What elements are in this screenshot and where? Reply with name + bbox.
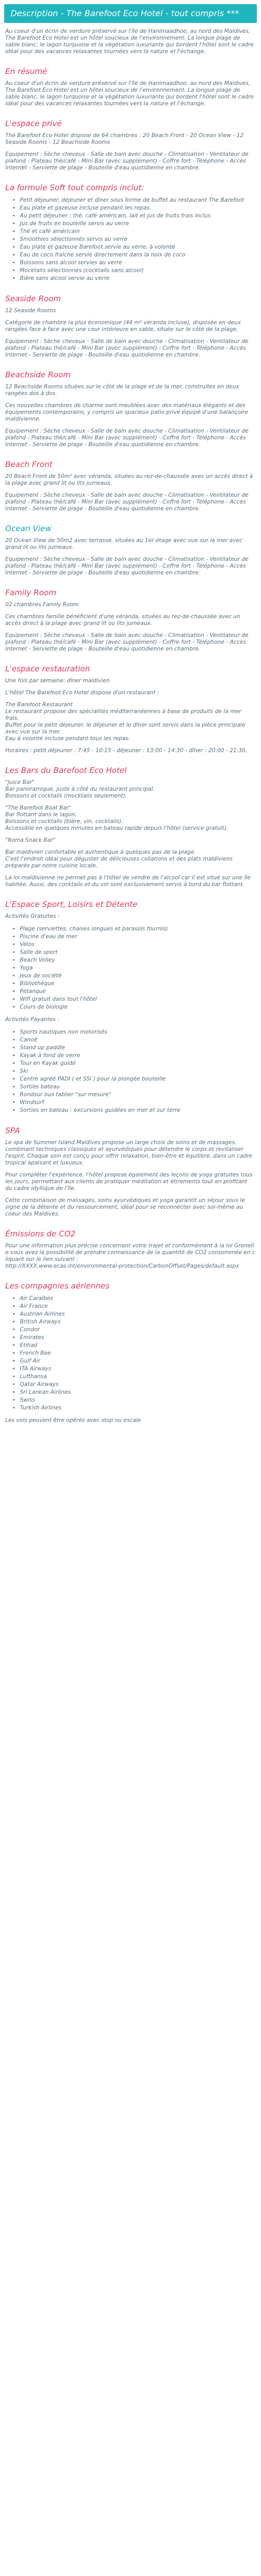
list-item: • Canoë xyxy=(20,1036,256,1044)
airlines-list xyxy=(5,1295,256,1412)
co2-heading: Émissions de CO2 xyxy=(5,1229,76,1238)
list-item: • Thé et café américain xyxy=(20,228,256,236)
sport-free-list xyxy=(5,925,256,1011)
restauration-text-1: Une fois par semaine: dîner maldivien xyxy=(5,678,110,684)
airlines-footer: Les vols peuvent être opérés avec stop ou escale xyxy=(5,1417,141,1424)
co2-text: Pour une information plus précise concernant votre trajet et conformément à la loi Grenelle vous avez la possibilité de prendre connaissance de la quantité de CO2 consommée en cliquant sur le lien suivant : http://XXXX.www.ecas.int/environmental-protection/CarbonOffset/Pages/default.aspx xyxy=(5,1243,255,1269)
list-item: • Swiss xyxy=(20,1396,256,1404)
list-item: • Gulf Air xyxy=(20,1357,256,1365)
list-item: • Eau plate et gazeuse Barefoot servie au verre, à volonté xyxy=(20,243,256,251)
restauration-text-3: The Barefoot Restaurant Le restaurant propose des spécialités méditerranéennes à base de produits de la mer frais. Buffet pour le petit déjeuner, le déjeuner et le dîner sont servis dans la pièce principale avec vue sur la mer. Eau à volonté incluse pendant tous les repas. xyxy=(5,702,245,742)
list-item: • Cours de biologie xyxy=(20,1003,256,1011)
bars-text-3: "Roma Snack Bar" xyxy=(5,837,56,843)
sport-paid-label: Activités Payantes : xyxy=(5,1016,60,1023)
list-item: • Sri Lankan Airlines xyxy=(20,1389,256,1396)
spa-text-1: Le spa de Summer Island Maldives propose un large choix de soins et de massages, combinant techniques classiques et ayurvédiques pour détendre le corps et revitaliser l'esprit. Chaque soin est conçu pour offrir relaxation, bien-être et équilibre, dans un cadre tropical apaisant et luxueux. xyxy=(5,1139,253,1166)
list-item: • Mocktails sélectionnés (cocktails sans alcool) xyxy=(20,267,256,275)
list-item: • Bibliothèque xyxy=(20,980,256,988)
spa-text-3: Cette combinaison de massages, soins ayurvédiques et yoga garantit un séjour sous le signe de la détente et du ressourcement, idéal pour se reconnecter avec soi-même au coeur des Maldives. xyxy=(5,1197,245,1217)
list-item: • Jeux de société xyxy=(20,972,256,980)
list-item: • Wifi gratuit dans tout l'hôtel xyxy=(20,996,256,1003)
seaside-text-1: 12 Seaside Rooms xyxy=(5,308,56,314)
espace-prive-heading: L'espace privé xyxy=(5,119,62,128)
sport-paid-list xyxy=(5,1028,256,1114)
list-item: • Qatar Airways xyxy=(20,1381,256,1389)
list-item: • Air France xyxy=(20,1303,256,1310)
restauration-text-2: L'hôtel The Barefoot Eco Hotel dispose d'un restaurant : xyxy=(5,690,159,696)
list-item: • Sports nautiques non motorisés xyxy=(20,1028,256,1036)
beachfront-heading: Beach Front xyxy=(5,460,53,469)
beachside-heading: Beachside Room xyxy=(5,370,71,379)
espace-prive-text-1: The Barefoot Eco Hotel dispose de 64 chambres : 20 Beach Front - 20 Ocean View - 12 Seaside Rooms - 12 Beachside Rooms xyxy=(5,132,244,145)
resume-text: Au coeur d'un écrin de verdure préservé sur l'île de Hanimaadhoo, au nord des Maldives, The Barefoot Eco Hotel est un hôtel soucieux de l'environnement. La longue plage de sable blanc, le lagon turquoise et la végétation luxuriante qui bordent l'hôtel sont le cadre idéal pour des vacances relaxantes tournées vers la nature et l'échange. xyxy=(5,80,254,107)
list-item: • Condor xyxy=(20,1326,256,1334)
beachside-text-2: Ces nouvelles chambres de charme sont meublées avec des matériaux élégants et des équipements contemporains, y compris un spacieux patio privé équipé d'une balançoire maldivienne. xyxy=(5,402,248,422)
airlines-heading: Les compagnies aériennes xyxy=(5,1281,110,1291)
resume-heading: En résumé xyxy=(5,67,48,76)
list-item: • Petit déjeuner, déjeuner et dîner sous forme de buffet au restaurant The Barefoot xyxy=(20,197,256,204)
list-item: • British Airways xyxy=(20,1318,256,1326)
page-title: Description - The Barefoot Eco Hotel - tout compris *** xyxy=(10,8,240,18)
beachside-text-1: 12 Beachside Rooms situées sur le côté de la plage et de la mer, construites en deux rangées dos à dos. xyxy=(5,384,240,397)
list-item: • Boissons sans alcool servies au verre xyxy=(20,259,256,267)
bars-text-4: Bar maldivien confortable et authentique à quelques pas de la plage. C'est l'endroit idéal pour déguster de délicieuses collations et des plats maldiviens préparés par notre cuisine locale. xyxy=(5,849,233,869)
seaside-text-3: Equipement : Sèche cheveux - Salle de bain avec douche - Climatisation - Ventilateur de plafond - Plateau thé/café - Mini Bar (avec supplément) - Coffre fort - Téléphone - Accès Internet - Serviette de plage - Bouteille d'eau quotidienne en chambre. xyxy=(5,338,248,358)
list-item: • Lufthansa xyxy=(20,1373,256,1381)
formule-list xyxy=(5,197,256,283)
family-text-3: Equipement : Sèche cheveux - Salle de bain avec douche - Climatisation - Ventilateur de plafond - Plateau thé/café - Mini Bar (avec supplément) - Coffre fort - Téléphone - Accès Internet - Serviette de plage - Bouteille d'eau quotidienne en chambre. xyxy=(5,632,248,652)
family-heading: Family Room xyxy=(5,588,56,597)
family-text-1: 02 chambres Family Room xyxy=(5,602,79,608)
oceanview-text-2: Equipement : Sèche cheveux - Salle de bain avec douche - Climatisation - Ventilateur de plafond - Plateau thé/café - Mini Bar (avec supplément) - Coffre fort - Téléphone - Accès Internet - Serviette de plage - Bouteille d'eau quotidienne en chambre. xyxy=(5,556,248,576)
beachfront-text-2: Equipement : Sèche cheveux - Salle de bain avec douche - Climatisation - Ventilateur de plafond - Plateau thé/café - Mini Bar (avec supplément) - Coffre fort - Téléphone - Accès Internet - Serviette de plage - Bouteille d'eau quotidienne en chambre. xyxy=(5,492,248,512)
bars-text-5: La loi maldivienne ne permet pas à l'hôtel de vendre de l'alcool car il est situé sur une île habitée. Aussi, des cocktails et du vin sont exclusivement servis à bord du bar flottant. xyxy=(5,875,251,888)
list-item: • Etihad xyxy=(20,1342,256,1350)
sport-heading: L'Espace Sport, Loisirs et Détente xyxy=(5,900,138,909)
bars-text-2: "The Barefoot Boat Bar" Bar flottant dans le lagon. Boissons et cocktails (bière, vin, cocktails). Accessible en quelques minutes en bateau rapide depuis l'hôtel (service gratuit). xyxy=(5,805,228,831)
spa-text-2: Pour compléter l'expérience, l'hôtel propose également des leçons de yoga gratuites tous les jours, permettant aux clients de pratiquer méditation et étirements tout en profitant du cadre idyllique de l'île. xyxy=(5,1172,253,1192)
list-item: • Salle de sport xyxy=(20,949,256,956)
list-item: • Au petit déjeuner : thé, café américain, lait et jus de fruits frais inclus xyxy=(20,212,256,220)
sport-free-label: Activités Gratuites : xyxy=(5,913,60,919)
list-item: • Vélos xyxy=(20,941,256,949)
list-item: • Sorties bateau xyxy=(20,1083,256,1091)
list-item: • Piscine d'eau de mer xyxy=(20,933,256,941)
formule-heading: La formule Soft tout compris inclut: xyxy=(5,183,145,192)
seaside-text-2: Catégorie de chambre la plus économique (44 m² véranda incluse), disposée en deux rangées face à face avec une cour intérieure en sable, située sur le côté de la plage. xyxy=(5,320,241,333)
list-item: • French Bee xyxy=(20,1350,256,1357)
list-item: • Plage (serviettes, chaises longues et parasols fournis) xyxy=(20,925,256,933)
list-item: • Eau de coco fraîche servie directement dans la noix de coco xyxy=(20,251,256,259)
bars-text-1: "Juice Bar" Bar panoramique, juste à côté du restaurant principal. Boissons et cocktails (mocktails seulement). xyxy=(5,779,155,799)
list-item: • Centre agréé PADI ( et SSI ) pour la plongée bouteille xyxy=(20,1075,256,1083)
list-item: • Kayak à fond de verre xyxy=(20,1052,256,1060)
page xyxy=(0,4,261,1440)
restauration-heading: L'espace restauration xyxy=(5,664,90,673)
list-item: • Air Caraïbes xyxy=(20,1295,256,1303)
restauration-text-4: Horaires : petit déjeuner : 7:45 - 10:15 - déjeuner : 13:00 - 14:30 - dîner : 20:00 - 21:30. xyxy=(5,747,247,754)
spa-heading: SPA xyxy=(5,1126,20,1135)
list-item: • Turkish Airlines xyxy=(20,1404,256,1412)
list-item: • Rondsur bus tablier "sur mesure" xyxy=(20,1091,256,1099)
hero-banner xyxy=(4,4,257,23)
oceanview-heading: Ocean View xyxy=(5,524,52,533)
list-item: • Tour en Kayak guidé xyxy=(20,1060,256,1068)
list-item: • Smoothies sélectionnés servis au verre xyxy=(20,236,256,243)
beachside-text-3: Equipement : Sèche cheveux - Salle de bain avec douche - Climatisation - Ventilateur de plafond - Plateau thé/café - Mini Bar (avec supplément) - Coffre fort - Téléphone - Accès Internet - Serviette de plage - Bouteille d'eau quotidienne en chambre. xyxy=(5,428,248,448)
list-item: • Bière sans alcool servie au verre xyxy=(20,275,256,283)
list-item: • ITA Airways xyxy=(20,1365,256,1373)
list-item: • Sorties en bateau : excursions guidées en mer et sur terre xyxy=(20,1107,256,1114)
seaside-heading: Seaside Room xyxy=(5,294,61,303)
list-item: • Stand up paddle xyxy=(20,1044,256,1052)
beachfront-text-1: 20 Beach Front de 50m² avec véranda, situées au rez-de-chaussée avec un accès direct à la plage avec grand lit ou lits jumeaux. xyxy=(5,473,253,486)
oceanview-text-1: 20 Ocean View de 50m2 avec terrasse, situées au 1er étage avec vue sur la mer avec grand lit ou lits jumeaux. xyxy=(5,537,243,550)
family-text-2: Ces chambres famille bénéficient d'une véranda, situées au rez-de-chaussée avec un accès direct à la plage avec grand lit ou lits jumeaux. xyxy=(5,614,241,627)
list-item: • Beach Volley xyxy=(20,956,256,964)
list-item: • Emirates xyxy=(20,1334,256,1342)
espace-prive-text-2: Equipement : Sèche cheveux - Salle de bain avec douche - Climatisation - Ventilateur de plafond - Plateau thé/café - Mini Bar (avec supplément) - Coffre fort - Téléphone - Accès Internet - Serviette de plage - Bouteille d'eau quotidienne en chambre. xyxy=(5,151,248,171)
list-item: • Pétanque xyxy=(20,988,256,996)
list-item: • Eau plate et gazeuse incluse pendant les repas. xyxy=(20,204,256,212)
bars-heading: Les Bars du Barefoot Eco Hotel xyxy=(5,766,127,775)
list-item: • Yoga xyxy=(20,964,256,972)
content xyxy=(0,28,261,1424)
intro-text: Au coeur d'un écrin de verdure préservé sur l'île de Hanimaadhoo, au nord des Maldives, The Barefoot Eco Hotel est un hôtel soucieux de l'environnement. La longue plage de sable blanc, le lagon turquoise et la végétation luxuriante qui bordent l'hôtel sont le cadre idéal pour des vacances relaxantes tournées vers la nature et l'échange. xyxy=(5,28,254,55)
list-item: • Ski xyxy=(20,1068,256,1075)
list-item: • Windsurf xyxy=(20,1099,256,1107)
list-item: • Jus de fruits en bouteille servis au verre xyxy=(20,220,256,228)
list-item: • Austrian Airlines xyxy=(20,1310,256,1318)
